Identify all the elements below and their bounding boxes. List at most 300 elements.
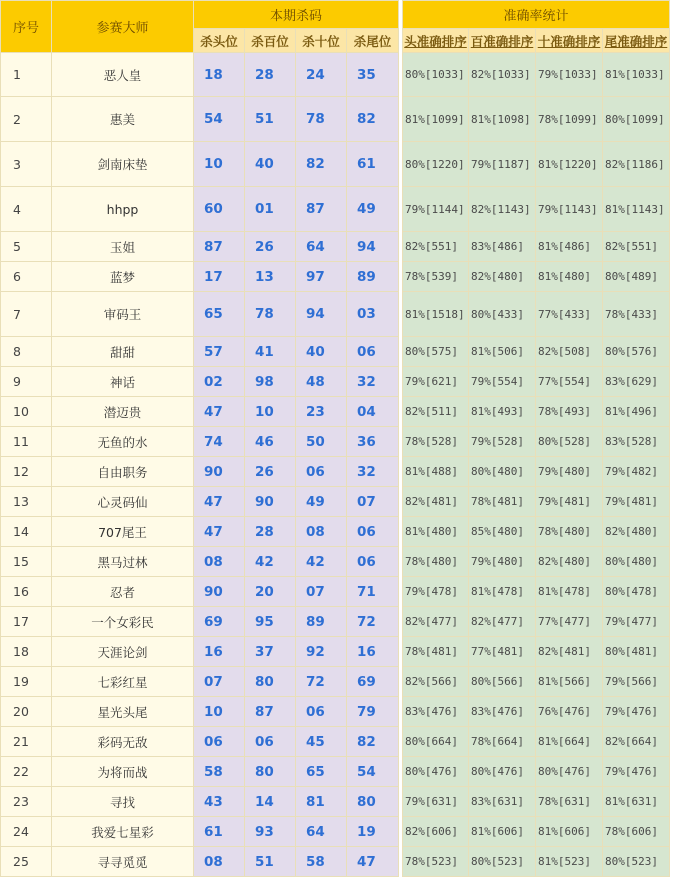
accuracy-hundred: 78%[481] bbox=[469, 487, 536, 517]
master-name: 为将而战 bbox=[52, 757, 194, 787]
header-acc-tail[interactable]: 尾准确排序 bbox=[603, 29, 670, 53]
master-name: 玉姐 bbox=[52, 232, 194, 262]
kill-tail: 36 bbox=[347, 427, 399, 457]
kill-ten: 45 bbox=[296, 727, 347, 757]
table-row bbox=[1, 577, 675, 607]
accuracy-tail: 81%[1143] bbox=[603, 187, 670, 232]
accuracy-head: 79%[1144] bbox=[403, 187, 469, 232]
kill-ten: 24 bbox=[296, 53, 347, 97]
kill-head: 61 bbox=[194, 817, 245, 847]
right-edge bbox=[670, 292, 675, 337]
right-edge bbox=[670, 232, 675, 262]
kill-ten: 64 bbox=[296, 817, 347, 847]
kill-tail: 80 bbox=[347, 787, 399, 817]
kill-ten: 23 bbox=[296, 397, 347, 427]
accuracy-ten: 81%[486] bbox=[536, 232, 603, 262]
right-edge bbox=[670, 262, 675, 292]
kill-head: 08 bbox=[194, 547, 245, 577]
table-row bbox=[1, 427, 675, 457]
accuracy-tail: 83%[528] bbox=[603, 427, 670, 457]
master-name: 剑南床垫 bbox=[52, 142, 194, 187]
row-seq: 2 bbox=[1, 97, 52, 142]
kill-head: 17 bbox=[194, 262, 245, 292]
accuracy-head: 83%[476] bbox=[403, 697, 469, 727]
kill-head: 43 bbox=[194, 787, 245, 817]
kill-tail: 49 bbox=[347, 187, 399, 232]
accuracy-head: 81%[1518] bbox=[403, 292, 469, 337]
kill-hundred: 37 bbox=[245, 637, 296, 667]
accuracy-hundred: 81%[493] bbox=[469, 397, 536, 427]
kill-head: 58 bbox=[194, 757, 245, 787]
right-edge bbox=[670, 787, 675, 817]
accuracy-head: 79%[478] bbox=[403, 577, 469, 607]
kill-head: 74 bbox=[194, 427, 245, 457]
right-edge bbox=[670, 697, 675, 727]
accuracy-tail: 83%[629] bbox=[603, 367, 670, 397]
kill-tail: 71 bbox=[347, 577, 399, 607]
master-name: 寻寻觅觅 bbox=[52, 847, 194, 877]
kill-ten: 82 bbox=[296, 142, 347, 187]
kill-tail: 72 bbox=[347, 607, 399, 637]
accuracy-ten: 81%[523] bbox=[536, 847, 603, 877]
table-row bbox=[1, 787, 675, 817]
kill-hundred: 01 bbox=[245, 187, 296, 232]
kill-hundred: 26 bbox=[245, 232, 296, 262]
accuracy-hundred: 79%[528] bbox=[469, 427, 536, 457]
table-row bbox=[1, 637, 675, 667]
accuracy-ten: 82%[481] bbox=[536, 637, 603, 667]
accuracy-hundred: 80%[566] bbox=[469, 667, 536, 697]
table-row bbox=[1, 547, 675, 577]
kill-hundred: 42 bbox=[245, 547, 296, 577]
table-row bbox=[1, 667, 675, 697]
accuracy-hundred: 83%[631] bbox=[469, 787, 536, 817]
accuracy-hundred: 81%[478] bbox=[469, 577, 536, 607]
master-name: 彩码无敌 bbox=[52, 727, 194, 757]
right-edge bbox=[670, 847, 675, 877]
kill-ten: 87 bbox=[296, 187, 347, 232]
accuracy-ten: 76%[476] bbox=[536, 697, 603, 727]
row-seq: 24 bbox=[1, 817, 52, 847]
accuracy-hundred: 82%[480] bbox=[469, 262, 536, 292]
accuracy-hundred: 82%[477] bbox=[469, 607, 536, 637]
accuracy-ten: 78%[631] bbox=[536, 787, 603, 817]
kill-ten: 78 bbox=[296, 97, 347, 142]
kill-tail: 35 bbox=[347, 53, 399, 97]
kill-hundred: 80 bbox=[245, 757, 296, 787]
row-seq: 19 bbox=[1, 667, 52, 697]
accuracy-head: 80%[575] bbox=[403, 337, 469, 367]
accuracy-tail: 81%[631] bbox=[603, 787, 670, 817]
row-seq: 21 bbox=[1, 727, 52, 757]
kill-head: 02 bbox=[194, 367, 245, 397]
master-name: 自由职务 bbox=[52, 457, 194, 487]
master-name: 惠美 bbox=[52, 97, 194, 142]
accuracy-hundred: 82%[1143] bbox=[469, 187, 536, 232]
kill-tail: 82 bbox=[347, 727, 399, 757]
row-seq: 18 bbox=[1, 637, 52, 667]
kill-tail: 07 bbox=[347, 487, 399, 517]
accuracy-hundred: 78%[664] bbox=[469, 727, 536, 757]
kill-tail: 06 bbox=[347, 547, 399, 577]
accuracy-head: 82%[566] bbox=[403, 667, 469, 697]
right-edge bbox=[670, 142, 675, 187]
table-row bbox=[1, 817, 675, 847]
kill-ten: 08 bbox=[296, 517, 347, 547]
kill-ten: 07 bbox=[296, 577, 347, 607]
accuracy-head: 78%[523] bbox=[403, 847, 469, 877]
kill-head: 18 bbox=[194, 53, 245, 97]
kill-hundred: 80 bbox=[245, 667, 296, 697]
table-row bbox=[1, 232, 675, 262]
kill-head: 87 bbox=[194, 232, 245, 262]
row-seq: 12 bbox=[1, 457, 52, 487]
right-edge bbox=[670, 607, 675, 637]
accuracy-tail: 78%[606] bbox=[603, 817, 670, 847]
kill-head: 16 bbox=[194, 637, 245, 667]
kill-tail: 69 bbox=[347, 667, 399, 697]
accuracy-tail: 82%[551] bbox=[603, 232, 670, 262]
table-row bbox=[1, 97, 675, 142]
accuracy-tail: 82%[1186] bbox=[603, 142, 670, 187]
accuracy-tail: 80%[1099] bbox=[603, 97, 670, 142]
accuracy-ten: 81%[480] bbox=[536, 262, 603, 292]
accuracy-ten: 80%[476] bbox=[536, 757, 603, 787]
row-seq: 6 bbox=[1, 262, 52, 292]
accuracy-ten: 82%[508] bbox=[536, 337, 603, 367]
kill-ten: 64 bbox=[296, 232, 347, 262]
accuracy-ten: 78%[493] bbox=[536, 397, 603, 427]
header-kill-ten: 杀十位 bbox=[296, 29, 347, 53]
accuracy-hundred: 81%[506] bbox=[469, 337, 536, 367]
header-kill-hundred: 杀百位 bbox=[245, 29, 296, 53]
kill-ten: 06 bbox=[296, 697, 347, 727]
accuracy-ten: 79%[481] bbox=[536, 487, 603, 517]
kill-head: 06 bbox=[194, 727, 245, 757]
accuracy-head: 81%[1099] bbox=[403, 97, 469, 142]
table-row bbox=[1, 397, 675, 427]
master-name: 寻找 bbox=[52, 787, 194, 817]
accuracy-ten: 78%[480] bbox=[536, 517, 603, 547]
accuracy-tail: 79%[482] bbox=[603, 457, 670, 487]
accuracy-tail: 79%[566] bbox=[603, 667, 670, 697]
kill-hundred: 51 bbox=[245, 847, 296, 877]
accuracy-tail: 79%[476] bbox=[603, 757, 670, 787]
master-name: 707尾王 bbox=[52, 517, 194, 547]
header-seq: 序号 bbox=[1, 1, 52, 53]
table-row bbox=[1, 53, 675, 97]
kill-head: 60 bbox=[194, 187, 245, 232]
row-seq: 23 bbox=[1, 787, 52, 817]
master-name: 潜迈贵 bbox=[52, 397, 194, 427]
master-name: 忍者 bbox=[52, 577, 194, 607]
header-acc-ten[interactable]: 十准确排序 bbox=[536, 29, 603, 53]
accuracy-tail: 78%[433] bbox=[603, 292, 670, 337]
accuracy-ten: 82%[480] bbox=[536, 547, 603, 577]
right-edge bbox=[670, 187, 675, 232]
accuracy-ten: 77%[554] bbox=[536, 367, 603, 397]
accuracy-hundred: 83%[486] bbox=[469, 232, 536, 262]
kill-hundred: 28 bbox=[245, 53, 296, 97]
right-edge bbox=[670, 397, 675, 427]
master-name: 七彩红星 bbox=[52, 667, 194, 697]
kill-tail: 47 bbox=[347, 847, 399, 877]
accuracy-hundred: 85%[480] bbox=[469, 517, 536, 547]
kill-hundred: 51 bbox=[245, 97, 296, 142]
accuracy-head: 82%[551] bbox=[403, 232, 469, 262]
accuracy-head: 78%[539] bbox=[403, 262, 469, 292]
kill-tail: 89 bbox=[347, 262, 399, 292]
master-name: hhpp bbox=[52, 187, 194, 232]
accuracy-ten: 81%[606] bbox=[536, 817, 603, 847]
kill-head: 10 bbox=[194, 142, 245, 187]
table-row bbox=[1, 517, 675, 547]
accuracy-hundred: 80%[523] bbox=[469, 847, 536, 877]
kill-tail: 54 bbox=[347, 757, 399, 787]
right-edge bbox=[670, 427, 675, 457]
kill-head: 47 bbox=[194, 517, 245, 547]
kill-hundred: 90 bbox=[245, 487, 296, 517]
master-name: 一个女彩民 bbox=[52, 607, 194, 637]
right-edge bbox=[670, 457, 675, 487]
accuracy-hundred: 79%[480] bbox=[469, 547, 536, 577]
kill-head: 90 bbox=[194, 457, 245, 487]
kill-hundred: 40 bbox=[245, 142, 296, 187]
accuracy-head: 80%[1033] bbox=[403, 53, 469, 97]
accuracy-head: 80%[664] bbox=[403, 727, 469, 757]
kill-tail: 32 bbox=[347, 457, 399, 487]
kill-head: 54 bbox=[194, 97, 245, 142]
master-name: 恶人皇 bbox=[52, 53, 194, 97]
row-seq: 22 bbox=[1, 757, 52, 787]
accuracy-tail: 80%[481] bbox=[603, 637, 670, 667]
header-kill-tail: 杀尾位 bbox=[347, 29, 399, 53]
row-seq: 17 bbox=[1, 607, 52, 637]
accuracy-ten: 81%[664] bbox=[536, 727, 603, 757]
kill-tail: 82 bbox=[347, 97, 399, 142]
accuracy-ten: 81%[1220] bbox=[536, 142, 603, 187]
kill-hundred: 46 bbox=[245, 427, 296, 457]
accuracy-head: 82%[481] bbox=[403, 487, 469, 517]
kill-hundred: 13 bbox=[245, 262, 296, 292]
accuracy-hundred: 83%[476] bbox=[469, 697, 536, 727]
accuracy-hundred: 79%[1187] bbox=[469, 142, 536, 187]
kill-tail: 16 bbox=[347, 637, 399, 667]
kill-tail: 19 bbox=[347, 817, 399, 847]
accuracy-tail: 82%[480] bbox=[603, 517, 670, 547]
kill-head: 57 bbox=[194, 337, 245, 367]
kill-ten: 92 bbox=[296, 637, 347, 667]
row-seq: 20 bbox=[1, 697, 52, 727]
kill-hundred: 98 bbox=[245, 367, 296, 397]
kill-hundred: 95 bbox=[245, 607, 296, 637]
table-row bbox=[1, 757, 675, 787]
kill-hundred: 87 bbox=[245, 697, 296, 727]
kill-ten: 58 bbox=[296, 847, 347, 877]
header-accuracy-group: 准确率统计 bbox=[403, 1, 670, 29]
header-master: 参赛大师 bbox=[52, 1, 194, 53]
master-name: 甜甜 bbox=[52, 337, 194, 367]
accuracy-hundred: 80%[433] bbox=[469, 292, 536, 337]
accuracy-ten: 79%[1143] bbox=[536, 187, 603, 232]
accuracy-hundred: 77%[481] bbox=[469, 637, 536, 667]
accuracy-hundred: 81%[606] bbox=[469, 817, 536, 847]
table-row bbox=[1, 727, 675, 757]
accuracy-tail: 79%[481] bbox=[603, 487, 670, 517]
kill-head: 69 bbox=[194, 607, 245, 637]
kill-ten: 65 bbox=[296, 757, 347, 787]
kill-ten: 48 bbox=[296, 367, 347, 397]
accuracy-ten: 80%[528] bbox=[536, 427, 603, 457]
master-name: 天涯论剑 bbox=[52, 637, 194, 667]
kill-ten: 50 bbox=[296, 427, 347, 457]
accuracy-tail: 81%[496] bbox=[603, 397, 670, 427]
kill-head: 47 bbox=[194, 397, 245, 427]
row-seq: 11 bbox=[1, 427, 52, 457]
table-row bbox=[1, 292, 675, 337]
kill-hundred: 26 bbox=[245, 457, 296, 487]
master-name: 星光头尾 bbox=[52, 697, 194, 727]
kill-hundred: 20 bbox=[245, 577, 296, 607]
kill-head: 47 bbox=[194, 487, 245, 517]
kill-hundred: 28 bbox=[245, 517, 296, 547]
accuracy-ten: 78%[1099] bbox=[536, 97, 603, 142]
row-seq: 14 bbox=[1, 517, 52, 547]
right-edge bbox=[670, 667, 675, 697]
row-seq: 3 bbox=[1, 142, 52, 187]
master-name: 审码王 bbox=[52, 292, 194, 337]
kill-ten: 89 bbox=[296, 607, 347, 637]
right-edge bbox=[670, 487, 675, 517]
accuracy-head: 82%[606] bbox=[403, 817, 469, 847]
row-seq: 7 bbox=[1, 292, 52, 337]
row-seq: 15 bbox=[1, 547, 52, 577]
accuracy-tail: 79%[477] bbox=[603, 607, 670, 637]
table-body bbox=[1, 53, 675, 877]
kill-tail: 06 bbox=[347, 517, 399, 547]
right-edge bbox=[670, 817, 675, 847]
right-edge bbox=[670, 547, 675, 577]
table-row bbox=[1, 847, 675, 877]
row-seq: 10 bbox=[1, 397, 52, 427]
accuracy-hundred: 82%[1033] bbox=[469, 53, 536, 97]
row-seq: 1 bbox=[1, 53, 52, 97]
accuracy-head: 81%[488] bbox=[403, 457, 469, 487]
accuracy-tail: 79%[476] bbox=[603, 697, 670, 727]
kill-hundred: 06 bbox=[245, 727, 296, 757]
master-name: 无鱼的水 bbox=[52, 427, 194, 457]
kill-ten: 81 bbox=[296, 787, 347, 817]
table-row bbox=[1, 607, 675, 637]
kill-tail: 94 bbox=[347, 232, 399, 262]
header-acc-head[interactable]: 头准确排序 bbox=[403, 29, 469, 53]
accuracy-ten: 79%[480] bbox=[536, 457, 603, 487]
right-edge bbox=[670, 577, 675, 607]
accuracy-tail: 80%[478] bbox=[603, 577, 670, 607]
row-seq: 16 bbox=[1, 577, 52, 607]
master-name: 心灵码仙 bbox=[52, 487, 194, 517]
right-edge bbox=[670, 757, 675, 787]
accuracy-ten: 81%[478] bbox=[536, 577, 603, 607]
kill-head: 07 bbox=[194, 667, 245, 697]
master-name: 蓝梦 bbox=[52, 262, 194, 292]
table-row bbox=[1, 262, 675, 292]
kill-tail: 61 bbox=[347, 142, 399, 187]
kill-tail: 32 bbox=[347, 367, 399, 397]
header-acc-hundred[interactable]: 百准确排序 bbox=[469, 29, 536, 53]
accuracy-tail: 80%[480] bbox=[603, 547, 670, 577]
right-edge bbox=[670, 367, 675, 397]
kill-ten: 06 bbox=[296, 457, 347, 487]
kill-tail: 79 bbox=[347, 697, 399, 727]
accuracy-head: 80%[476] bbox=[403, 757, 469, 787]
row-seq: 8 bbox=[1, 337, 52, 367]
row-seq: 4 bbox=[1, 187, 52, 232]
row-seq: 5 bbox=[1, 232, 52, 262]
accuracy-hundred: 81%[1098] bbox=[469, 97, 536, 142]
header-kill-head: 杀头位 bbox=[194, 29, 245, 53]
kill-tail: 04 bbox=[347, 397, 399, 427]
kill-ten: 42 bbox=[296, 547, 347, 577]
accuracy-hundred: 80%[480] bbox=[469, 457, 536, 487]
accuracy-tail: 81%[1033] bbox=[603, 53, 670, 97]
accuracy-head: 82%[511] bbox=[403, 397, 469, 427]
right-edge bbox=[670, 337, 675, 367]
accuracy-head: 79%[621] bbox=[403, 367, 469, 397]
table-row bbox=[1, 367, 675, 397]
table-row bbox=[1, 697, 675, 727]
kill-head: 90 bbox=[194, 577, 245, 607]
accuracy-tail: 80%[523] bbox=[603, 847, 670, 877]
kill-head: 08 bbox=[194, 847, 245, 877]
accuracy-ten: 81%[566] bbox=[536, 667, 603, 697]
accuracy-head: 82%[477] bbox=[403, 607, 469, 637]
right-edge bbox=[670, 97, 675, 142]
accuracy-ten: 79%[1033] bbox=[536, 53, 603, 97]
accuracy-head: 78%[481] bbox=[403, 637, 469, 667]
kill-head: 65 bbox=[194, 292, 245, 337]
kill-hundred: 14 bbox=[245, 787, 296, 817]
kill-tail: 06 bbox=[347, 337, 399, 367]
row-seq: 9 bbox=[1, 367, 52, 397]
accuracy-hundred: 79%[554] bbox=[469, 367, 536, 397]
kill-head: 10 bbox=[194, 697, 245, 727]
master-name: 我爱七星彩 bbox=[52, 817, 194, 847]
table-row bbox=[1, 457, 675, 487]
accuracy-hundred: 80%[476] bbox=[469, 757, 536, 787]
master-name: 黑马过林 bbox=[52, 547, 194, 577]
kill-ten: 72 bbox=[296, 667, 347, 697]
kill-tail: 03 bbox=[347, 292, 399, 337]
row-seq: 13 bbox=[1, 487, 52, 517]
kill-ten: 97 bbox=[296, 262, 347, 292]
kill-hundred: 93 bbox=[245, 817, 296, 847]
table-row bbox=[1, 187, 675, 232]
kill-hundred: 41 bbox=[245, 337, 296, 367]
table-row bbox=[1, 142, 675, 187]
kill-ten: 49 bbox=[296, 487, 347, 517]
right-edge bbox=[670, 517, 675, 547]
accuracy-head: 80%[1220] bbox=[403, 142, 469, 187]
accuracy-ten: 77%[433] bbox=[536, 292, 603, 337]
kill-hundred: 10 bbox=[245, 397, 296, 427]
accuracy-head: 78%[528] bbox=[403, 427, 469, 457]
right-edge bbox=[670, 1, 675, 53]
header-kill-group: 本期杀码 bbox=[194, 1, 399, 29]
accuracy-head: 81%[480] bbox=[403, 517, 469, 547]
accuracy-tail: 80%[576] bbox=[603, 337, 670, 367]
accuracy-tail: 82%[664] bbox=[603, 727, 670, 757]
